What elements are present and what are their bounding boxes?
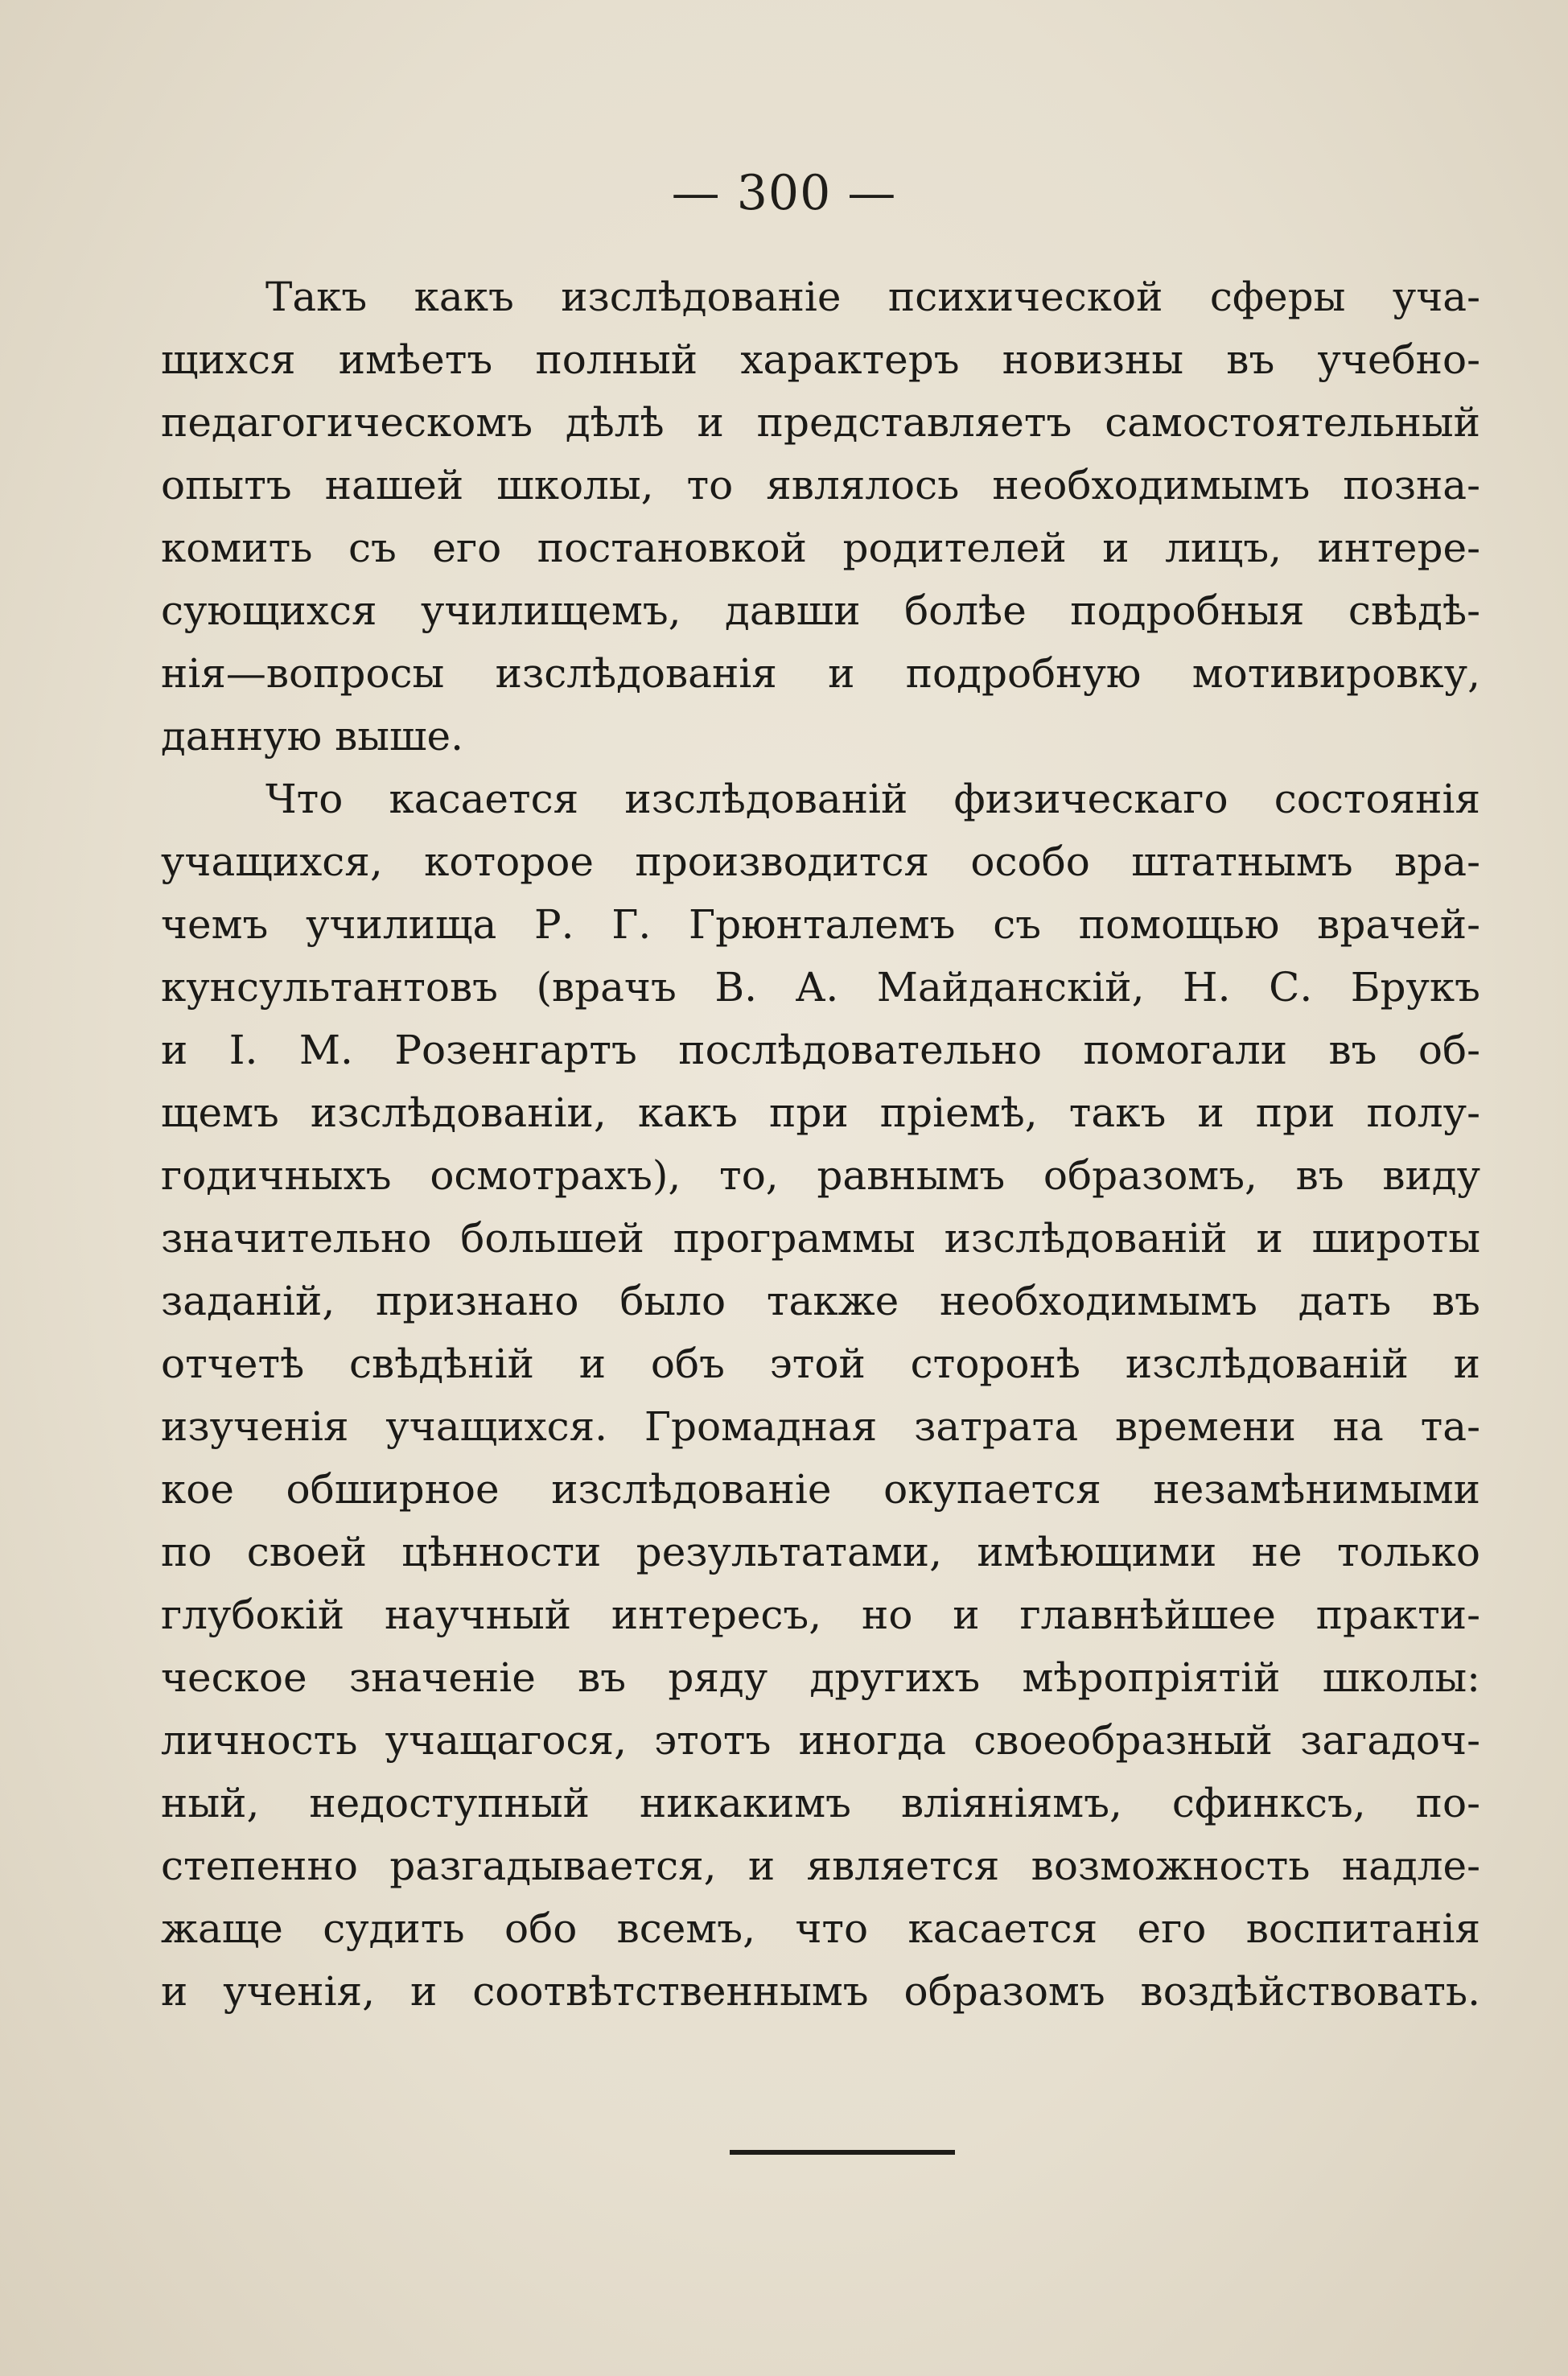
text-line: педагогическомъ дѣлѣ и представляетъ самостоятельный	[161, 399, 1480, 446]
text-line: изученія учащихся. Громадная затрата времени на та-	[161, 1403, 1480, 1450]
text-line: нія—вопросы изслѣдованія и подробную мотивировку,	[161, 650, 1480, 697]
text-line: личность учащагося, этотъ иногда своеобразный загадоч-	[161, 1717, 1480, 1764]
text-line: ный, недоступный никакимъ вліяніямъ, сфинксъ, по-	[161, 1780, 1480, 1826]
paragraph-1	[161, 266, 1480, 768]
text-line: кое обширное изслѣдованіе окупается незамѣнимыми	[161, 1466, 1480, 1513]
text-line: глубокій научный интересъ, но и главнѣйшее практи-	[161, 1592, 1480, 1638]
text-line: кунсультантовъ (врачъ В. А. Майданскій, Н. С. Брукъ	[161, 964, 1480, 1011]
paragraph-2	[161, 768, 1480, 2023]
text-line: степенно разгадывается, и является возможность надле-	[161, 1843, 1480, 1889]
text-line: чемъ училища Р. Г. Грюнталемъ съ помощью врачей-	[161, 901, 1480, 948]
text-line: Такъ какъ изслѣдованіе психической сферы уча-	[265, 274, 1480, 320]
text-line: ческое значеніе въ ряду другихъ мѣропріятій школы:	[161, 1654, 1480, 1701]
text-line: отчетѣ свѣдѣній и объ этой сторонѣ изслѣдованій и	[161, 1340, 1480, 1387]
text-line: годичныхъ осмотрахъ), то, равнымъ образомъ, въ виду	[161, 1152, 1480, 1199]
text-line: щемъ изслѣдованіи, какъ при пріемѣ, такъ и при полу-	[161, 1089, 1480, 1136]
text-line: заданій, признано было также необходимымъ дать въ	[161, 1278, 1480, 1324]
text-line: жаще судить обо всемъ, что касается его воспитанія	[161, 1905, 1480, 1952]
page-number: — 300 —	[671, 165, 897, 221]
end-rule	[730, 2150, 955, 2155]
text-line: комить съ его постановкой родителей и лицъ, интере-	[161, 525, 1480, 571]
body-text	[161, 266, 1480, 2023]
text-line: щихся имѣетъ полный характеръ новизны въ учебно-	[161, 336, 1480, 383]
text-line: данную выше.	[161, 713, 464, 760]
text-line: значительно большей программы изслѣдованій и широты	[161, 1215, 1480, 1262]
text-line: по своей цѣнности результатами, имѣющими не только	[161, 1529, 1480, 1575]
text-line: и І. М. Розенгартъ послѣдовательно помогали въ об-	[161, 1027, 1480, 1073]
text-line: опытъ нашей школы, то являлось необходимымъ позна-	[161, 462, 1480, 509]
text-line: и ученія, и соотвѣтственнымъ образомъ воздѣйствовать.	[161, 1968, 1480, 2015]
text-line: учащихся, которое производится особо штатнымъ вра-	[161, 838, 1480, 885]
text-line: сующихся училищемъ, давши болѣе подробныя свѣдѣ-	[161, 587, 1480, 634]
text-line: Что касается изслѣдованій физическаго состоянія	[265, 776, 1480, 822]
